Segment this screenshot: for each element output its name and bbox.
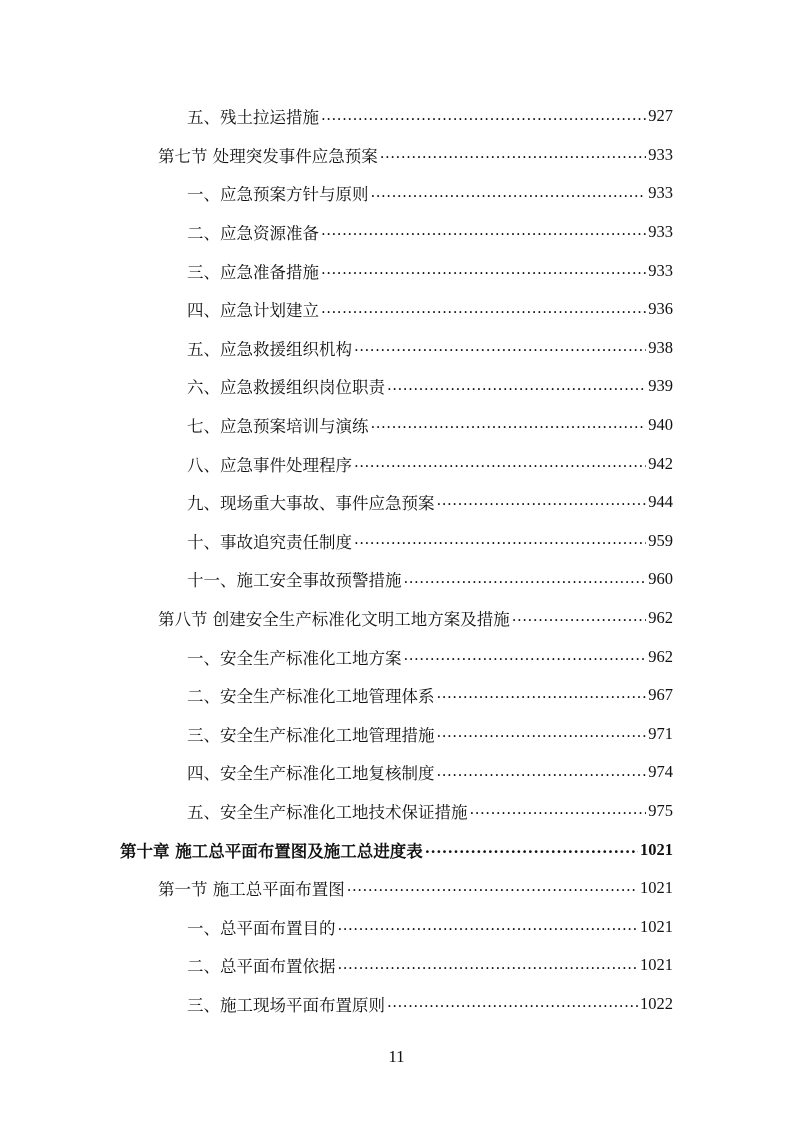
toc-entry-label: 六、应急救援组织岗位职责 [187, 374, 387, 398]
toc-entry-label: 一、应急预案方针与原则 [187, 181, 371, 205]
toc-entry-label: 七、应急预案培训与演练 [187, 413, 371, 437]
toc-leader-dots [470, 803, 647, 820]
toc-entry-page: 959 [648, 530, 673, 550]
toc-entry-chapter[interactable] [0, 830, 673, 869]
toc-entry-label: 三、施工现场平面布置原则 [187, 992, 387, 1016]
toc-entry-label: 五、残土拉运措施 [187, 104, 321, 128]
toc-entry[interactable] [0, 483, 673, 522]
toc-entry[interactable] [0, 290, 673, 329]
toc-entry-page: 942 [648, 453, 673, 473]
toc-entry-label: 九、现场重大事故、事件应急预案 [187, 490, 437, 514]
toc-entry[interactable] [0, 792, 673, 831]
toc-leader-dots [437, 687, 647, 704]
toc-leader-dots [321, 224, 646, 241]
toc-entry[interactable] [0, 985, 673, 1024]
toc-entry[interactable] [0, 251, 673, 290]
toc-entry-label: 十、事故追究责任制度 [187, 529, 354, 553]
toc-entry-label: 五、安全生产标准化工地技术保证措施 [187, 799, 470, 823]
toc-leader-dots [437, 726, 647, 743]
toc-entry-page: 939 [648, 376, 673, 396]
toc-leader-dots [321, 108, 646, 125]
toc-entry[interactable] [0, 599, 673, 638]
toc-entry-page: 962 [648, 646, 673, 666]
table-of-contents [0, 97, 793, 1023]
toc-entry-page: 967 [648, 685, 673, 705]
toc-leader-dots [354, 340, 646, 357]
toc-leader-dots [371, 185, 647, 202]
toc-entry[interactable] [0, 946, 673, 985]
toc-entry-page: 974 [648, 762, 673, 782]
toc-entry-label: 八、应急事件处理程序 [187, 452, 354, 476]
toc-entry[interactable] [0, 753, 673, 792]
toc-entry-page: 933 [648, 222, 673, 242]
toc-entry-label: 三、安全生产标准化工地管理措施 [187, 722, 437, 746]
toc-entry-page: 1021 [640, 916, 673, 936]
toc-leader-dots [338, 919, 639, 936]
toc-entry-label: 一、总平面布置目的 [187, 915, 338, 939]
toc-entry[interactable] [0, 560, 673, 599]
toc-leader-dots [371, 417, 647, 434]
page-number: 11 [388, 1047, 405, 1066]
toc-leader-dots [321, 262, 646, 279]
toc-entry[interactable] [0, 97, 673, 136]
toc-entry-page: 1021 [640, 955, 673, 975]
toc-entry-label: 十一、施工安全事故预警措施 [187, 567, 404, 591]
toc-leader-dots [437, 494, 647, 511]
toc-entry-label: 第七节 处理突发事件应急预案 [158, 143, 380, 167]
toc-entry-page: 962 [648, 608, 673, 628]
toc-entry-page: 933 [648, 144, 673, 164]
toc-leader-dots [347, 880, 638, 897]
toc-entry-page: 971 [648, 723, 673, 743]
toc-entry-label: 二、安全生产标准化工地管理体系 [187, 683, 437, 707]
toc-entry[interactable] [0, 406, 673, 445]
toc-leader-dots [338, 957, 639, 974]
toc-entry-page: 933 [648, 260, 673, 280]
toc-entry-page: 936 [648, 299, 673, 319]
toc-entry-page: 938 [648, 337, 673, 357]
toc-entry[interactable] [0, 136, 673, 175]
toc-leader-dots [404, 571, 647, 588]
toc-entry-label: 二、总平面布置依据 [187, 953, 338, 977]
toc-entry[interactable] [0, 869, 673, 908]
toc-leader-dots [437, 764, 647, 781]
toc-entry-page: 1022 [640, 993, 673, 1013]
toc-leader-dots [380, 147, 647, 164]
toc-entry[interactable] [0, 715, 673, 754]
toc-entry[interactable] [0, 907, 673, 946]
toc-entry-page: 940 [648, 415, 673, 435]
toc-entry[interactable] [0, 676, 673, 715]
toc-entry[interactable] [0, 637, 673, 676]
toc-leader-dots [387, 996, 638, 1013]
toc-entry[interactable] [0, 213, 673, 252]
toc-leader-dots [354, 455, 646, 472]
toc-entry-page: 1021 [640, 839, 673, 859]
toc-entry[interactable] [0, 522, 673, 561]
toc-entry[interactable] [0, 367, 673, 406]
toc-entry-label: 一、安全生产标准化工地方案 [187, 645, 404, 669]
toc-leader-dots [512, 610, 647, 627]
toc-entry[interactable] [0, 174, 673, 213]
toc-entry-label: 第八节 创建安全生产标准化文明工地方案及措施 [158, 606, 512, 630]
toc-entry-label: 二、应急资源准备 [187, 220, 321, 244]
toc-entry-page: 927 [648, 106, 673, 126]
toc-entry-label: 第一节 施工总平面布置图 [158, 876, 347, 900]
toc-entry-page: 933 [648, 183, 673, 203]
toc-entry-page: 1021 [640, 878, 673, 898]
toc-leader-dots [404, 648, 647, 665]
toc-entry-label: 三、应急准备措施 [187, 259, 321, 283]
toc-entry-label: 第十章 施工总平面布置图及施工总进度表 [120, 838, 425, 862]
toc-entry[interactable] [0, 329, 673, 368]
toc-entry[interactable] [0, 444, 673, 483]
toc-leader-dots [387, 378, 646, 395]
toc-leader-dots [354, 533, 646, 550]
toc-entry-label: 五、应急救援组织机构 [187, 336, 354, 360]
toc-leader-dots [425, 841, 638, 858]
toc-entry-page: 975 [648, 800, 673, 820]
toc-leader-dots [321, 301, 646, 318]
toc-entry-page: 960 [648, 569, 673, 589]
toc-entry-label: 四、安全生产标准化工地复核制度 [187, 760, 437, 784]
toc-entry-label: 四、应急计划建立 [187, 297, 321, 321]
toc-entry-page: 944 [648, 492, 673, 512]
